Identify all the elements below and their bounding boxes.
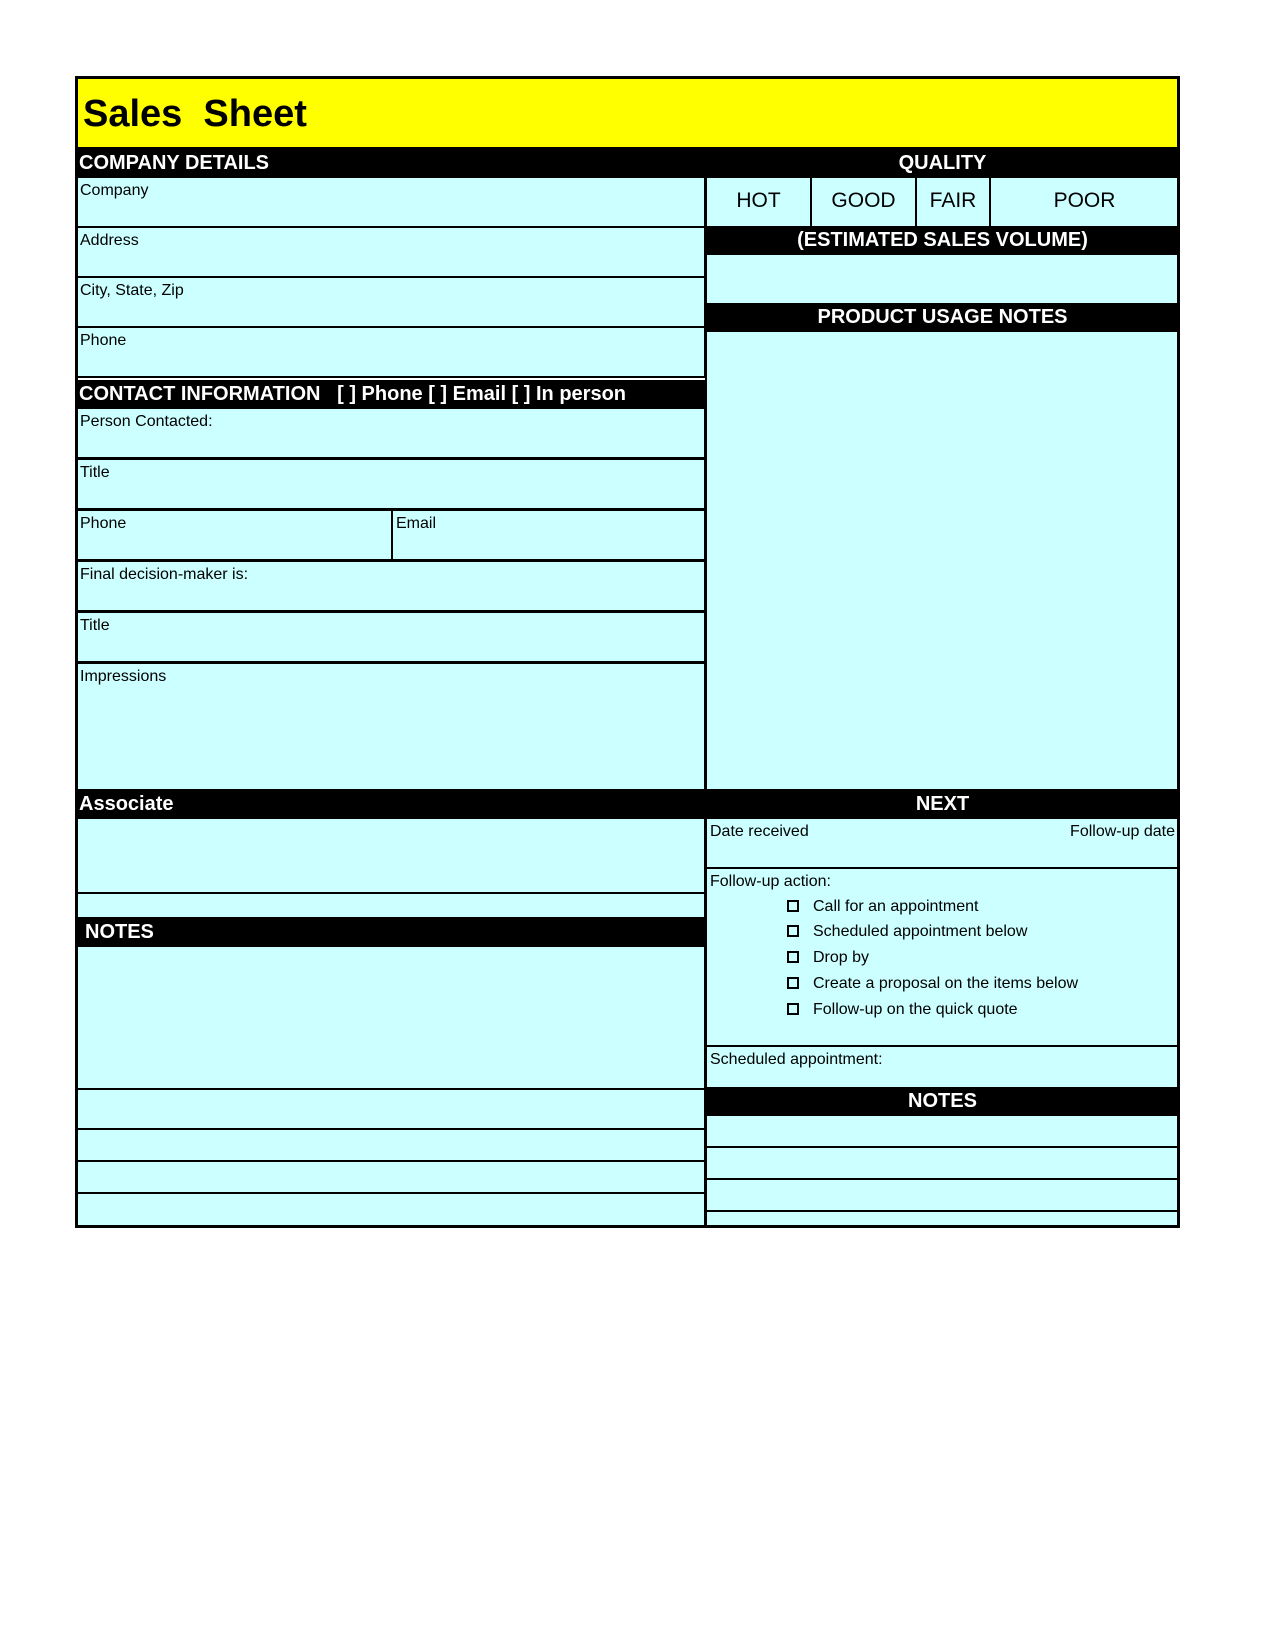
company-label: Company — [80, 182, 149, 199]
contact-phone-field[interactable] — [75, 509, 393, 561]
notes-right-row-3[interactable] — [705, 1178, 1180, 1212]
checkbox-icon[interactable] — [787, 925, 799, 937]
action-option-scheduled[interactable] — [787, 922, 1027, 942]
checkbox-icon[interactable] — [787, 977, 799, 989]
company-phone-field[interactable] — [75, 326, 706, 378]
associate-header: Associate — [75, 790, 706, 818]
notes-right-row-2[interactable] — [705, 1146, 1180, 1180]
address-field[interactable] — [75, 226, 706, 278]
notes-left-area[interactable] — [75, 945, 706, 1090]
person-contacted-label: Person Contacted: — [80, 413, 213, 430]
contact-email-label: Email — [396, 515, 437, 532]
final-decision-maker-label: Final decision-maker is: — [80, 566, 249, 583]
title-bar — [75, 76, 1180, 150]
final-decision-maker-field[interactable] — [75, 560, 706, 612]
action-drop-by-label: Drop by — [813, 949, 870, 966]
scheduled-appointment-label: Scheduled appointment: — [710, 1051, 883, 1068]
action-call-label: Call for an appointment — [813, 898, 979, 915]
notes-right-row-1[interactable] — [705, 1114, 1180, 1148]
action-option-drop-by[interactable] — [787, 948, 869, 968]
notes-left-header — [75, 918, 706, 946]
company-details-header: COMPANY DETAILS — [75, 149, 706, 177]
company-phone-label: Phone — [80, 332, 127, 349]
company-field[interactable] — [75, 176, 706, 228]
notes-right-header: NOTES — [705, 1087, 1180, 1115]
notes-left-row-1[interactable] — [75, 1088, 706, 1130]
follow-up-action-field — [705, 867, 1180, 1047]
action-scheduled-label: Scheduled appointment below — [813, 923, 1028, 940]
impressions-field[interactable] — [75, 662, 706, 791]
estimated-sales-volume-field[interactable] — [705, 253, 1180, 305]
decision-maker-title-field[interactable] — [75, 611, 706, 663]
product-usage-notes-area[interactable] — [705, 330, 1180, 791]
quality-good-option[interactable]: GOOD — [810, 176, 917, 228]
checkbox-icon[interactable] — [787, 900, 799, 912]
contact-email-field[interactable] — [391, 509, 706, 561]
checkbox-icon[interactable] — [787, 1003, 799, 1015]
contact-phone-label: Phone — [80, 515, 127, 532]
city-state-zip-label: City, State, Zip — [80, 282, 184, 299]
notes-left-row-4[interactable] — [75, 1192, 706, 1227]
dates-field[interactable] — [705, 817, 1180, 869]
follow-up-date-label: Follow-up date — [1070, 823, 1175, 840]
person-contacted-field[interactable] — [75, 407, 706, 459]
address-label: Address — [80, 232, 139, 249]
action-option-proposal[interactable] — [787, 974, 1078, 994]
quality-poor-option[interactable]: POOR — [989, 176, 1180, 228]
quality-fair-option[interactable]: FAIR — [915, 176, 991, 228]
action-option-quick-quote[interactable] — [787, 1000, 1018, 1020]
city-state-zip-field[interactable] — [75, 276, 706, 328]
next-header: NEXT — [705, 790, 1180, 818]
notes-left-header-text: NOTES — [85, 921, 154, 943]
quality-header: QUALITY — [705, 149, 1180, 177]
decision-maker-title-label: Title — [80, 617, 110, 634]
quality-hot-option[interactable]: HOT — [705, 176, 812, 228]
contact-title-field[interactable] — [75, 458, 706, 510]
action-option-call[interactable] — [787, 897, 978, 917]
scheduled-appointment-field[interactable] — [705, 1045, 1180, 1089]
estimated-sales-volume-header: (ESTIMATED SALES VOLUME) — [705, 226, 1180, 254]
contact-title-label: Title — [80, 464, 110, 481]
notes-left-row-2[interactable] — [75, 1128, 706, 1162]
notes-right-row-4[interactable] — [705, 1210, 1180, 1227]
product-usage-notes-header: PRODUCT USAGE NOTES — [705, 303, 1180, 331]
action-quick-quote-label: Follow-up on the quick quote — [813, 1001, 1018, 1018]
associate-field[interactable] — [75, 817, 706, 894]
follow-up-action-label: Follow-up action: — [710, 873, 831, 890]
notes-left-row-3[interactable] — [75, 1160, 706, 1194]
associate-extra-row[interactable] — [75, 892, 706, 919]
page-title: Sales Sheet — [83, 93, 307, 135]
action-proposal-label: Create a proposal on the items below — [813, 975, 1079, 992]
checkbox-icon[interactable] — [787, 951, 799, 963]
date-received-label: Date received — [710, 823, 809, 840]
contact-information-header: CONTACT INFORMATION [ ] Phone [ ] Email [ ] In person — [75, 380, 706, 408]
impressions-label: Impressions — [80, 668, 167, 685]
